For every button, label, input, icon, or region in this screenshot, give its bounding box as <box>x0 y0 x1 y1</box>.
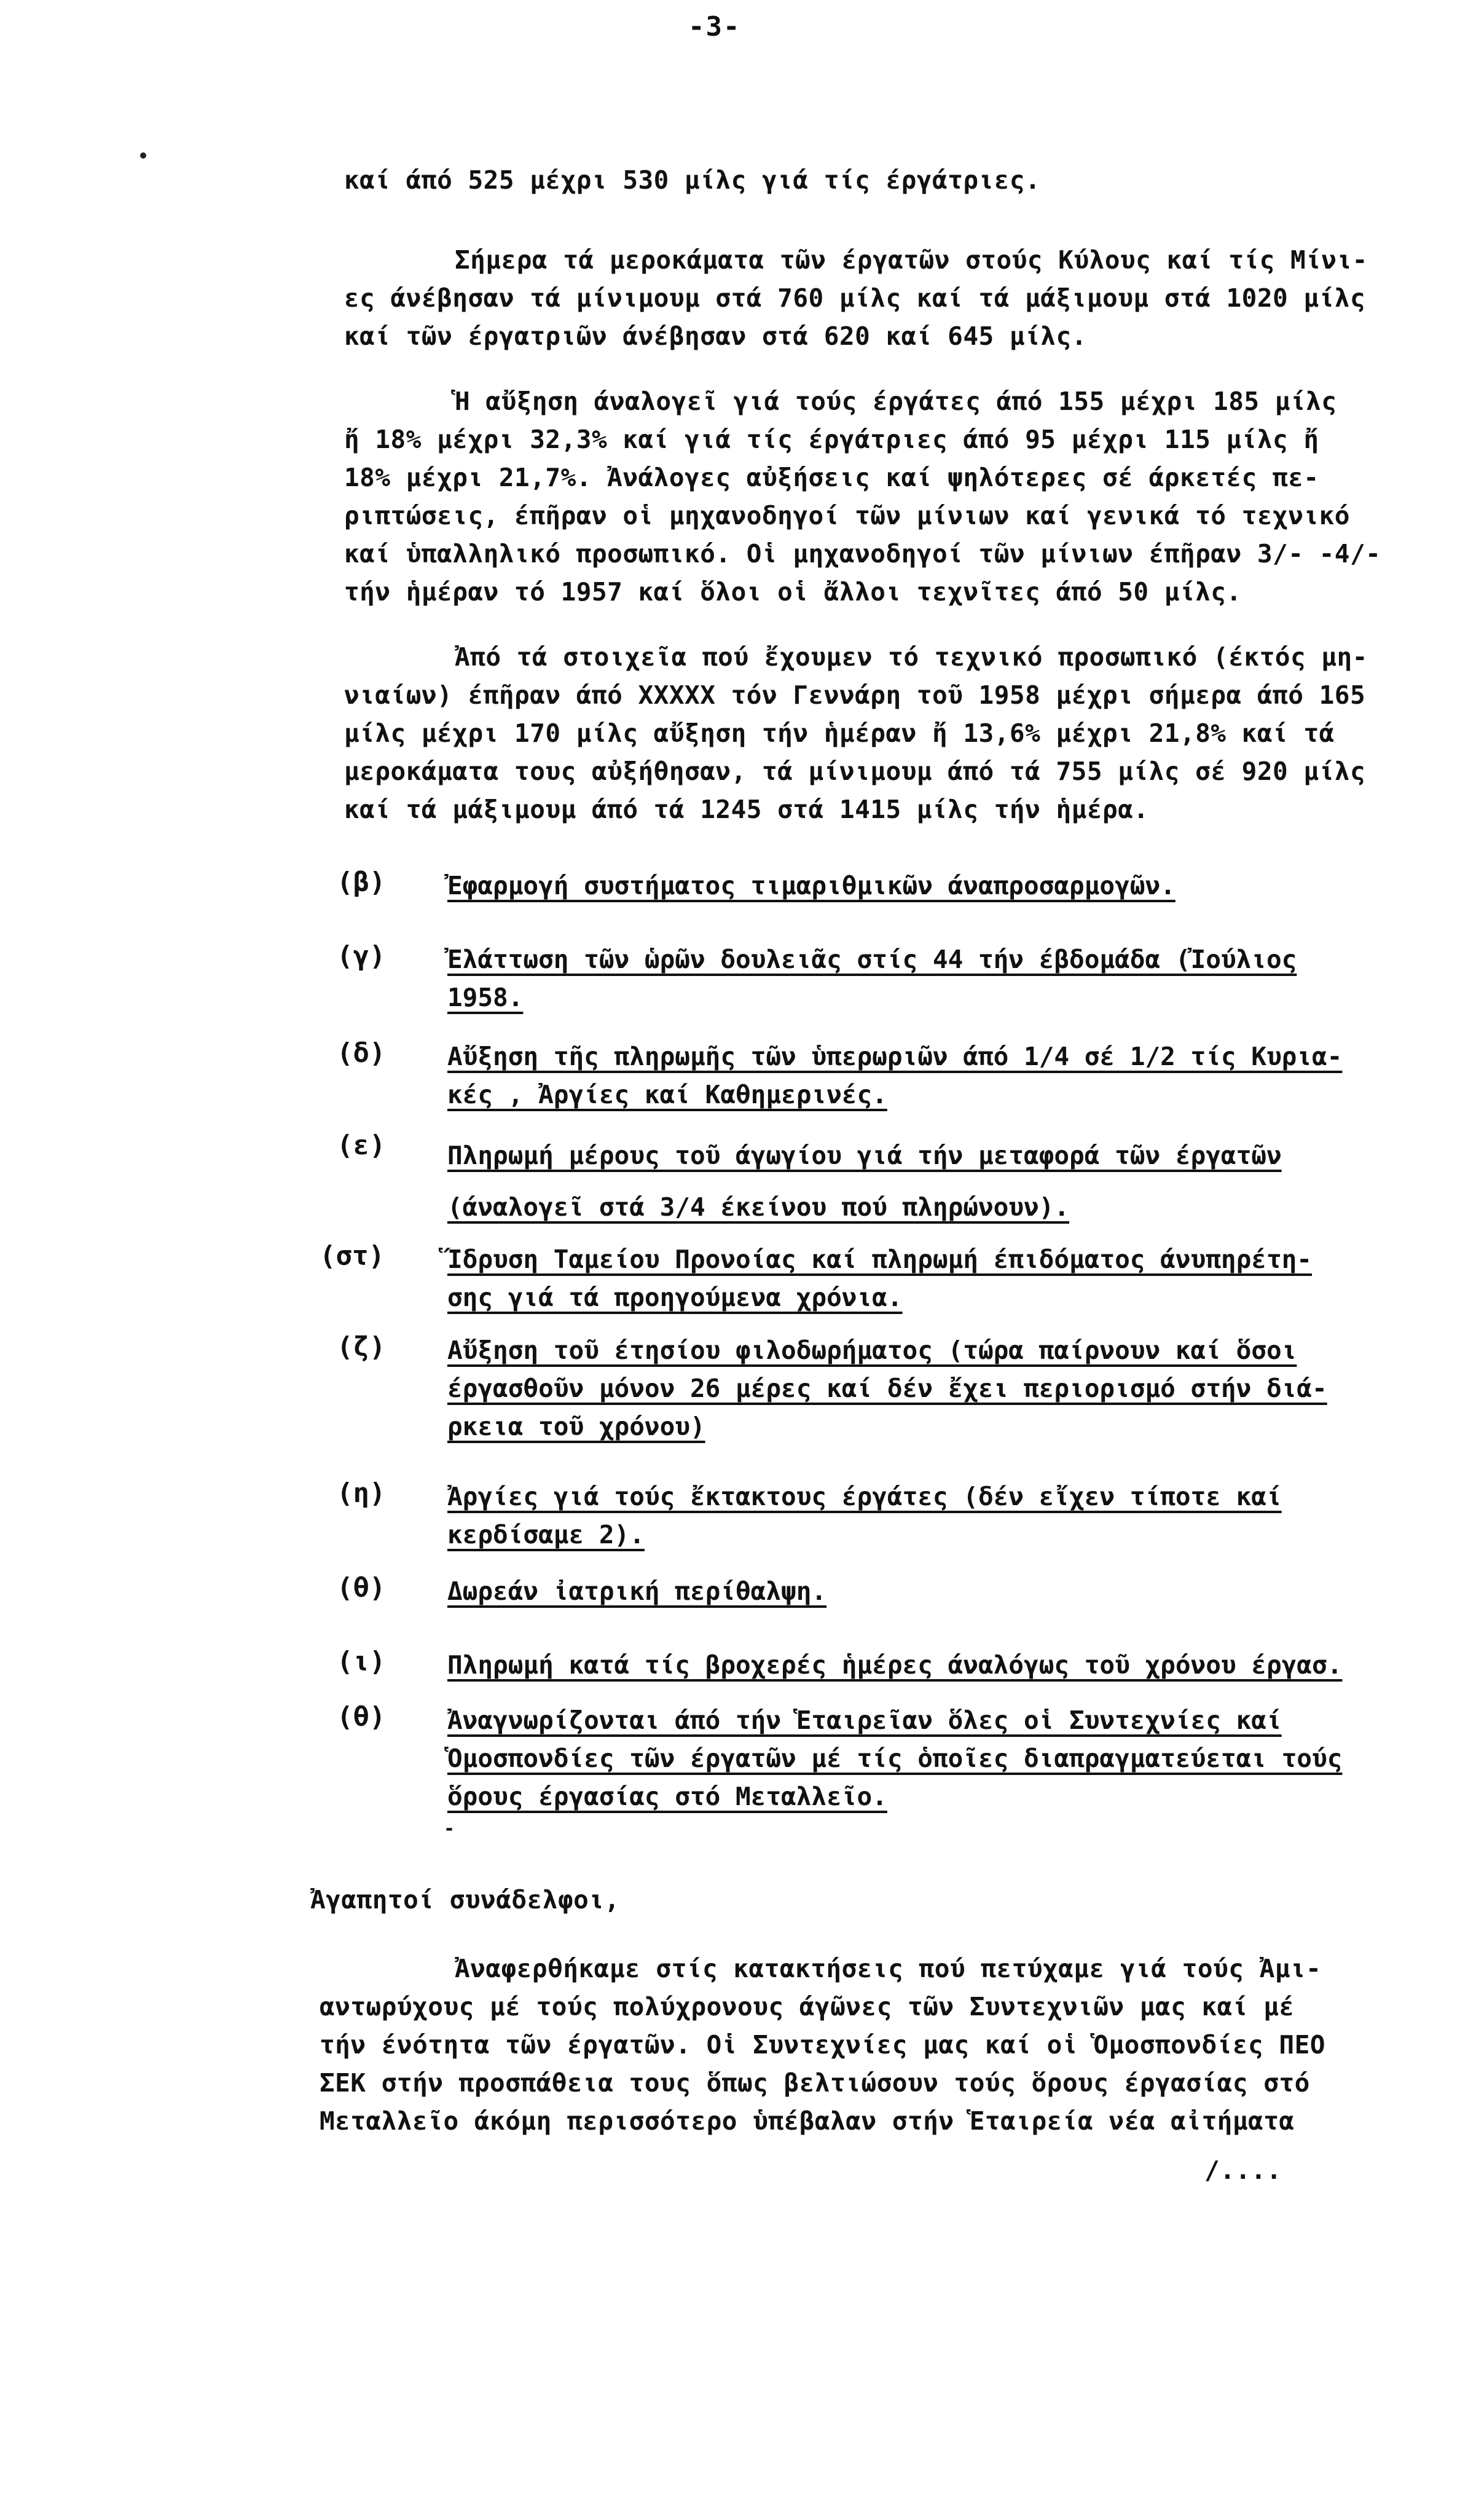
text-line: καί ὑπαλληλικό προσωπικό. Οἱ μηχανοδηγοί τῶν μίνιων έπῆραν 3/- -4/- <box>344 539 1381 569</box>
paragraph-5 <box>320 1950 1325 2140</box>
paragraph-3 <box>344 382 1381 611</box>
text-line: καί άπό 525 μέχρι 530 μίλς γιά τίς έργάτριες. <box>344 165 1041 195</box>
text-line: μεροκάματα τους αὐξήθησαν, τά μίνιμουμ άπό τά 755 μίλς σέ 920 μίλς <box>344 757 1366 786</box>
list-item-line: ρκεια τοῦ χρόνου) <box>447 1412 705 1441</box>
list-marker: (ι) <box>337 1646 386 1677</box>
greeting: Ἀγαπητοί συνάδελφοι, <box>310 1885 620 1915</box>
continuation-mark: /.... <box>1204 2155 1282 2185</box>
list-marker: (ε) <box>337 1130 386 1161</box>
list-item-line: Ἀναγνωρίζονται άπό τήν Ἑταιρεῖαν ὅλες οἱ Συντεχνίες καί <box>447 1706 1282 1735</box>
stray-dash: - <box>444 1818 455 1840</box>
text-line: Ἀναφερθήκαμε στίς κατακτήσεις πού πετύχαμε γιά τούς Ἀμι- <box>455 1954 1322 1983</box>
list-item-line: κές , Ἀργίες καί Καθημερινές. <box>447 1080 887 1109</box>
list-item <box>447 1240 1312 1316</box>
text-line: Σήμερα τά μεροκάματα τῶν έργατῶν στούς Κύλους καί τίς Μίνι- <box>455 245 1368 275</box>
paragraph-2 <box>344 241 1368 355</box>
list-item <box>447 1331 1327 1446</box>
list-item-line: Ὁμοσπονδίες τῶν έργατῶν μέ τίς ὁποῖες διαπραγματεύεται τούς <box>447 1744 1343 1773</box>
list-item-line: Ἵδρυση Ταμείου Προνοίας καί πληρωμή έπιδόματος άνυπηρέτη- <box>447 1245 1312 1274</box>
text-line: ἤ 18% μέχρι 32,3% καί γιά τίς έργάτριες άπό 95 μέχρι 115 μίλς ἤ <box>344 425 1319 454</box>
text-line: αντωρύχους μέ τούς πολύχρονους άγῶνες τῶν Συντεχνιῶν μας καί μέ <box>320 1992 1295 2021</box>
text-line: καί τῶν έργατριῶν άνέβησαν στά 620 καί 645 μίλς. <box>344 321 1087 351</box>
list-item-line: Ἀργίες γιά τούς ἔκτακτους έργάτες (δέν εἴχεν τίποτε καί <box>447 1482 1282 1511</box>
list-item <box>447 1701 1342 1816</box>
list-item-line: σης γιά τά προηγούμενα χρόνια. <box>447 1283 903 1312</box>
page-number: -3- <box>688 11 741 42</box>
list-item-line: (άναλογεῖ στά 3/4 έκείνου πού πληρώνουν). <box>447 1192 1070 1222</box>
list-item <box>447 1572 826 1610</box>
list-item-line: έργασθοῦν μόνον 26 μέρες καί δέν ἔχει περιορισμό στήν διά- <box>447 1374 1327 1403</box>
text-line: 18% μέχρι 21,7%. Ἀνάλογες αὐξήσεις καί ψηλότερες σέ άρκετές πε- <box>344 463 1319 492</box>
list-marker: (γ) <box>337 940 386 972</box>
text-line: Μεταλλεῖο άκόμη περισσότερο ὑπέβαλαν στήν Ἑταιρεία νέα αἰτήματα <box>320 2106 1295 2136</box>
list-item-line: Αὔξηση τοῦ έτησίου φιλοδωρήματος (τώρα παίρνουν καί ὅσοι <box>447 1336 1297 1365</box>
list-marker: (θ) <box>337 1701 386 1733</box>
paragraph-1 <box>344 161 1040 199</box>
text-line: νιαίων) έπῆραν άπό ΧΧΧΧΧ τόν Γεννάρη τοῦ 1958 μέχρι σήμερα άπό 165 <box>344 680 1366 710</box>
list-item-line: Πληρωμή μέρους τοῦ άγωγίου γιά τήν μεταφορά τῶν έργατῶν <box>447 1141 1282 1170</box>
text-line: Ἡ αὔξηση άναλογεῖ γιά τούς έργάτες άπό 155 μέχρι 185 μίλς <box>455 387 1337 416</box>
list-marker: (θ) <box>337 1572 386 1604</box>
list-item <box>447 1130 1282 1233</box>
list-item-line: Πληρωμή κατά τίς βροχερές ἡμέρες άναλόγως τοῦ χρόνου έργασ. <box>447 1650 1343 1680</box>
list-item <box>447 940 1297 1017</box>
text-line: τήν ἡμέραν τό 1957 καί ὅλοι οἱ ἄλλοι τεχνῖτες άπό 50 μίλς. <box>344 577 1242 607</box>
list-item <box>447 867 1176 905</box>
list-item-line: Αὔξηση τῆς πληρωμῆς τῶν ὑπερωριῶν άπό 1/4 σέ 1/2 τίς Κυρια- <box>447 1042 1343 1071</box>
text-line: ΣΕΚ στήν προσπάθεια τους ὅπως βελτιώσουν τούς ὅρους έργασίας στό <box>320 2068 1310 2098</box>
list-marker: (η) <box>337 1478 386 1509</box>
paragraph-4 <box>344 638 1368 828</box>
text-line: μίλς μέχρι 170 μίλς αὔξηση τήν ἡμέραν ἤ 13,6% μέχρι 21,8% καί τά <box>344 718 1335 748</box>
text-line: τήν ένότητα τῶν έργατῶν. Οἱ Συντεχνίες μας καί οἱ Ὁμοσπονδίες ΠΕΟ <box>320 2030 1325 2060</box>
list-item-line: Δωρεάν ἰατρική περίθαλψη. <box>447 1576 827 1606</box>
list-marker: (δ) <box>337 1037 386 1069</box>
text-line: Ἀπό τά στοιχεῖα πού ἔχουμεν τό τεχνικό προσωπικό (έκτός μη- <box>455 642 1368 672</box>
stray-dot <box>140 152 146 159</box>
list-item-line: Ἐφαρμογή συστήματος τιμαριθμικῶν άναπροσαρμογῶν. <box>447 871 1176 900</box>
list-item-line: 1958. <box>447 983 524 1012</box>
list-item-line: κερδίσαμε 2). <box>447 1520 645 1549</box>
list-item-line: ὅρους έργασίας στό Μεταλλεῖο. <box>447 1782 887 1811</box>
list-item-line: Ἐλάττωση τῶν ὡρῶν δουλειᾶς στίς 44 τήν έβδομάδα (Ἰούλιος <box>447 945 1297 974</box>
list-item <box>447 1478 1282 1554</box>
list-item <box>447 1646 1342 1684</box>
text-line: καί τά μάξιμουμ άπό τά 1245 στά 1415 μίλς τήν ἡμέρα. <box>344 795 1149 824</box>
list-marker: (στ) <box>320 1240 385 1272</box>
text-line: ες άνέβησαν τά μίνιμουμ στά 760 μίλς καί τά μάξιμουμ στά 1020 μίλς <box>344 283 1366 313</box>
list-marker: (β) <box>337 867 386 898</box>
text-line: ριπτώσεις, έπῆραν οἱ μηχανοδηγοί τῶν μίνιων καί γενικά τό τεχνικό <box>344 501 1350 530</box>
list-marker: (ζ) <box>337 1331 386 1363</box>
list-item <box>447 1037 1342 1114</box>
